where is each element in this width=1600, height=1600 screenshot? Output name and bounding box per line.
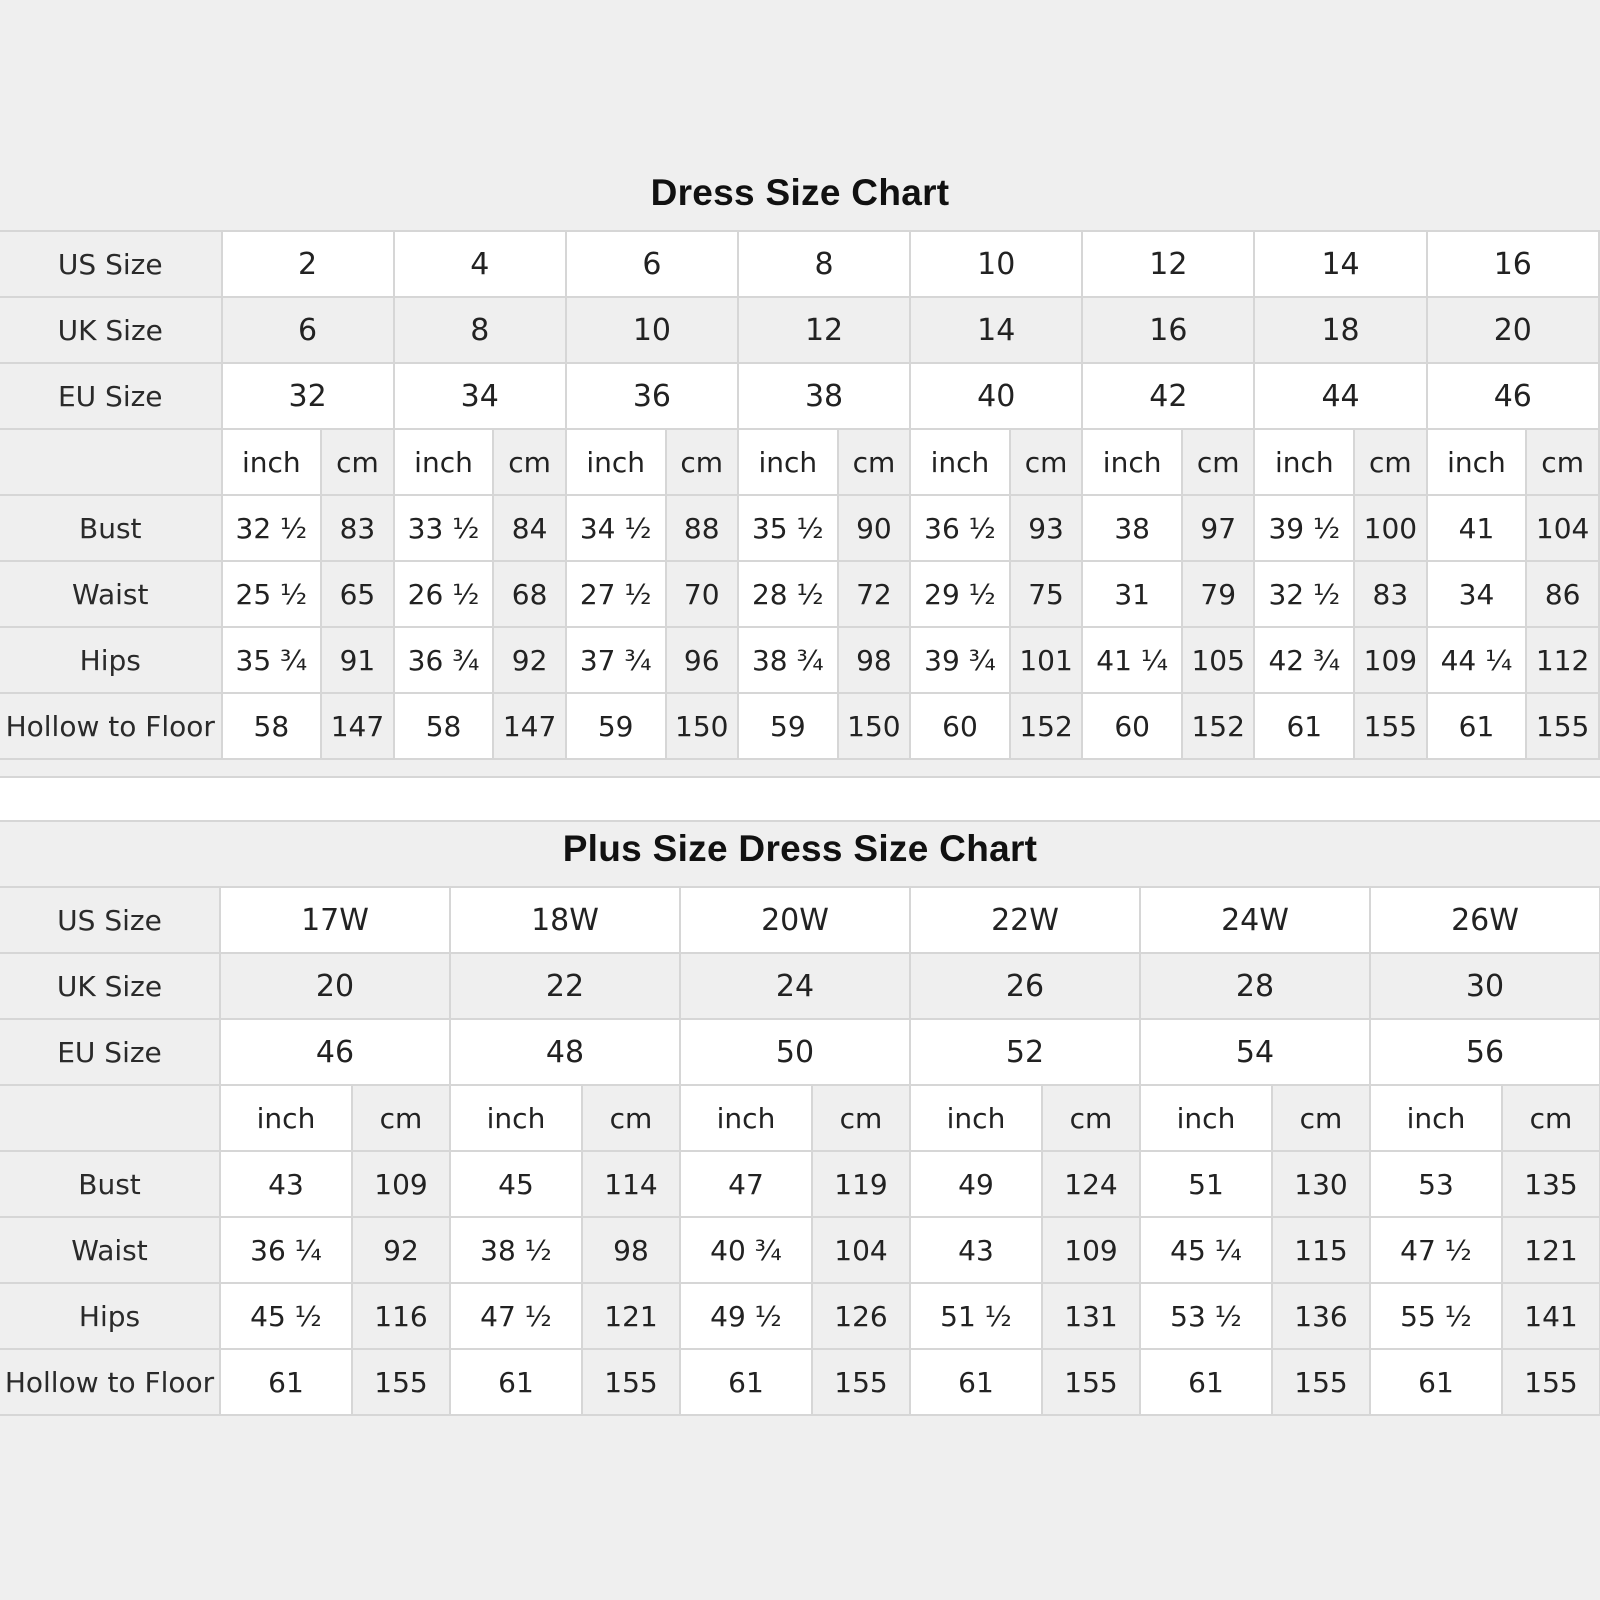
unit-inch-cell: inch: [680, 1085, 812, 1151]
unit-cm-cell: cm: [1502, 1085, 1600, 1151]
uk-size-cell: 20: [220, 953, 450, 1019]
bust-cm-cell: 130: [1272, 1151, 1370, 1217]
bust-inch-cell: 35 ½: [738, 495, 838, 561]
bust-cm-cell: 135: [1502, 1151, 1600, 1217]
unit-inch-cell: inch: [910, 429, 1010, 495]
hollow-inch-cell: 61: [450, 1349, 582, 1415]
us-size-cell: 20W: [680, 887, 910, 953]
unit-cm-cell: cm: [1526, 429, 1599, 495]
bust-inch-cell: 43: [220, 1151, 352, 1217]
waist-inch-cell: 47 ½: [1370, 1217, 1502, 1283]
unit-inch-cell: inch: [222, 429, 322, 495]
hips-inch-cell: 38 ¾: [738, 627, 838, 693]
hips-cm-cell: 121: [582, 1283, 680, 1349]
hollow-cm-cell: 155: [1272, 1349, 1370, 1415]
hollow-label: Hollow to Floor: [0, 693, 222, 759]
eu-size-cell: 38: [738, 363, 910, 429]
waist-inch-cell: 29 ½: [910, 561, 1010, 627]
bust-inch-cell: 49: [910, 1151, 1042, 1217]
table-row: [0, 887, 1600, 953]
table-row: [0, 561, 1599, 627]
unit-cm-cell: cm: [582, 1085, 680, 1151]
eu-size-cell: 46: [1427, 363, 1599, 429]
hollow-cm-cell: 155: [1502, 1349, 1600, 1415]
waist-inch-cell: 32 ½: [1254, 561, 1354, 627]
table-row: [0, 627, 1599, 693]
eu-size-cell: 56: [1370, 1019, 1600, 1085]
unit-cm-cell: cm: [1272, 1085, 1370, 1151]
eu-size-cell: 34: [394, 363, 566, 429]
hollow-inch-cell: 59: [566, 693, 666, 759]
unit-cm-cell: cm: [1042, 1085, 1140, 1151]
hollow-cm-cell: 155: [582, 1349, 680, 1415]
hollow-inch-cell: 61: [1370, 1349, 1502, 1415]
hollow-cm-cell: 152: [1010, 693, 1082, 759]
bust-inch-cell: 47: [680, 1151, 812, 1217]
bust-cm-cell: 109: [352, 1151, 450, 1217]
table-row: [0, 693, 1599, 759]
hollow-inch-cell: 60: [910, 693, 1010, 759]
hollow-cm-cell: 155: [352, 1349, 450, 1415]
hips-cm-cell: 126: [812, 1283, 910, 1349]
hollow-cm-cell: 155: [1354, 693, 1426, 759]
waist-cm-cell: 65: [321, 561, 393, 627]
unit-inch-cell: inch: [1140, 1085, 1272, 1151]
uk-size-cell: 8: [394, 297, 566, 363]
unit-cm-cell: cm: [1010, 429, 1082, 495]
hips-inch-cell: 37 ¾: [566, 627, 666, 693]
hollow-cm-cell: 155: [1042, 1349, 1140, 1415]
waist-inch-cell: 34: [1427, 561, 1527, 627]
dress-size-chart-section: [0, 166, 1600, 760]
waist-inch-cell: 27 ½: [566, 561, 666, 627]
hips-cm-cell: 96: [666, 627, 738, 693]
hips-inch-cell: 35 ¾: [222, 627, 322, 693]
waist-cm-cell: 104: [812, 1217, 910, 1283]
bust-inch-cell: 34 ½: [566, 495, 666, 561]
uk-size-label: UK Size: [0, 297, 222, 363]
bust-cm-cell: 90: [838, 495, 910, 561]
uk-size-cell: 24: [680, 953, 910, 1019]
hips-inch-cell: 44 ¼: [1427, 627, 1527, 693]
eu-size-cell: 36: [566, 363, 738, 429]
hips-cm-cell: 131: [1042, 1283, 1140, 1349]
hips-cm-cell: 92: [493, 627, 565, 693]
hips-cm-cell: 91: [321, 627, 393, 693]
unit-inch-cell: inch: [1254, 429, 1354, 495]
unit-inch-cell: inch: [1427, 429, 1527, 495]
hollow-cm-cell: 155: [812, 1349, 910, 1415]
us-size-cell: 24W: [1140, 887, 1370, 953]
waist-cm-cell: 68: [493, 561, 565, 627]
us-size-cell: 8: [738, 231, 910, 297]
hollow-inch-cell: 58: [394, 693, 494, 759]
waist-label: Waist: [0, 1217, 220, 1283]
eu-size-cell: 54: [1140, 1019, 1370, 1085]
hips-cm-cell: 116: [352, 1283, 450, 1349]
uk-size-cell: 22: [450, 953, 680, 1019]
uk-size-cell: 26: [910, 953, 1140, 1019]
table-row: [0, 953, 1600, 1019]
hips-cm-cell: 105: [1182, 627, 1254, 693]
us-size-cell: 18W: [450, 887, 680, 953]
hips-inch-cell: 49 ½: [680, 1283, 812, 1349]
hips-inch-cell: 39 ¾: [910, 627, 1010, 693]
bust-inch-cell: 41: [1427, 495, 1527, 561]
hips-inch-cell: 53 ½: [1140, 1283, 1272, 1349]
hips-label: Hips: [0, 627, 222, 693]
bust-inch-cell: 53: [1370, 1151, 1502, 1217]
waist-cm-cell: 121: [1502, 1217, 1600, 1283]
waist-inch-cell: 28 ½: [738, 561, 838, 627]
uk-size-cell: 30: [1370, 953, 1600, 1019]
unit-inch-cell: inch: [394, 429, 494, 495]
unit-cm-cell: cm: [812, 1085, 910, 1151]
uk-size-cell: 14: [910, 297, 1082, 363]
us-size-label: US Size: [0, 887, 220, 953]
eu-size-cell: 44: [1254, 363, 1426, 429]
unit-inch-cell: inch: [738, 429, 838, 495]
bust-cm-cell: 97: [1182, 495, 1254, 561]
hips-cm-cell: 101: [1010, 627, 1082, 693]
hips-inch-cell: 51 ½: [910, 1283, 1042, 1349]
unit-inch-cell: inch: [220, 1085, 352, 1151]
hollow-cm-cell: 147: [321, 693, 393, 759]
table-row: [0, 297, 1599, 363]
eu-size-cell: 46: [220, 1019, 450, 1085]
eu-size-cell: 50: [680, 1019, 910, 1085]
uk-size-cell: 28: [1140, 953, 1370, 1019]
hollow-cm-cell: 152: [1182, 693, 1254, 759]
plus-size-chart-section: [0, 822, 1600, 1416]
table-row: [0, 1151, 1600, 1217]
hollow-cm-cell: 150: [666, 693, 738, 759]
us-size-label: US Size: [0, 231, 222, 297]
eu-size-cell: 48: [450, 1019, 680, 1085]
waist-inch-cell: 38 ½: [450, 1217, 582, 1283]
us-size-cell: 2: [222, 231, 394, 297]
waist-inch-cell: 36 ¼: [220, 1217, 352, 1283]
hips-inch-cell: 55 ½: [1370, 1283, 1502, 1349]
hips-inch-cell: 45 ½: [220, 1283, 352, 1349]
hollow-label: Hollow to Floor: [0, 1349, 220, 1415]
bust-inch-cell: 38: [1082, 495, 1182, 561]
section-divider: [0, 776, 1600, 822]
us-size-cell: 22W: [910, 887, 1140, 953]
plus-size-table: [0, 886, 1600, 1416]
unit-cm-cell: cm: [321, 429, 393, 495]
waist-inch-cell: 45 ¼: [1140, 1217, 1272, 1283]
unit-cm-cell: cm: [1354, 429, 1426, 495]
bust-cm-cell: 104: [1526, 495, 1599, 561]
waist-cm-cell: 109: [1042, 1217, 1140, 1283]
unit-inch-cell: inch: [1370, 1085, 1502, 1151]
unit-inch-cell: inch: [1082, 429, 1182, 495]
bust-cm-cell: 88: [666, 495, 738, 561]
uk-size-cell: 10: [566, 297, 738, 363]
table-row: [0, 495, 1599, 561]
hips-inch-cell: 36 ¾: [394, 627, 494, 693]
us-size-cell: 14: [1254, 231, 1426, 297]
uk-size-cell: 6: [222, 297, 394, 363]
hollow-inch-cell: 61: [220, 1349, 352, 1415]
waist-cm-cell: 79: [1182, 561, 1254, 627]
uk-size-cell: 18: [1254, 297, 1426, 363]
waist-inch-cell: 31: [1082, 561, 1182, 627]
hips-cm-cell: 112: [1526, 627, 1599, 693]
hips-label: Hips: [0, 1283, 220, 1349]
unit-inch-cell: inch: [910, 1085, 1042, 1151]
bust-inch-cell: 51: [1140, 1151, 1272, 1217]
waist-inch-cell: 26 ½: [394, 561, 494, 627]
waist-cm-cell: 72: [838, 561, 910, 627]
eu-size-cell: 52: [910, 1019, 1140, 1085]
waist-cm-cell: 70: [666, 561, 738, 627]
bust-cm-cell: 84: [493, 495, 565, 561]
hollow-cm-cell: 147: [493, 693, 565, 759]
eu-size-cell: 32: [222, 363, 394, 429]
us-size-cell: 16: [1427, 231, 1599, 297]
hips-inch-cell: 47 ½: [450, 1283, 582, 1349]
eu-size-label: EU Size: [0, 1019, 220, 1085]
us-size-cell: 26W: [1370, 887, 1600, 953]
us-size-cell: 4: [394, 231, 566, 297]
waist-cm-cell: 83: [1354, 561, 1426, 627]
plus-size-chart-title: Plus Size Dress Size Chart: [562, 828, 1038, 869]
us-size-cell: 17W: [220, 887, 450, 953]
us-size-cell: 10: [910, 231, 1082, 297]
bust-cm-cell: 119: [812, 1151, 910, 1217]
bust-cm-cell: 83: [321, 495, 393, 561]
table-row: [0, 363, 1599, 429]
hips-inch-cell: 41 ¼: [1082, 627, 1182, 693]
uk-size-cell: 12: [738, 297, 910, 363]
bust-inch-cell: 36 ½: [910, 495, 1010, 561]
hollow-inch-cell: 60: [1082, 693, 1182, 759]
uk-size-cell: 20: [1427, 297, 1599, 363]
hips-inch-cell: 42 ¾: [1254, 627, 1354, 693]
hollow-inch-cell: 61: [1427, 693, 1527, 759]
unit-inch-cell: inch: [566, 429, 666, 495]
bust-inch-cell: 39 ½: [1254, 495, 1354, 561]
bust-label: Bust: [0, 495, 222, 561]
eu-size-cell: 42: [1082, 363, 1254, 429]
unit-cm-cell: cm: [1182, 429, 1254, 495]
hollow-inch-cell: 61: [1140, 1349, 1272, 1415]
waist-cm-cell: 92: [352, 1217, 450, 1283]
eu-size-label: EU Size: [0, 363, 222, 429]
unit-cm-cell: cm: [666, 429, 738, 495]
unit-cm-cell: cm: [838, 429, 910, 495]
bust-cm-cell: 124: [1042, 1151, 1140, 1217]
uk-size-cell: 16: [1082, 297, 1254, 363]
table-row: [0, 231, 1599, 297]
unit-row-label: [0, 429, 222, 495]
bust-label: Bust: [0, 1151, 220, 1217]
hollow-inch-cell: 59: [738, 693, 838, 759]
dress-size-chart-title: Dress Size Chart: [650, 172, 950, 213]
table-row: [0, 1217, 1600, 1283]
waist-cm-cell: 115: [1272, 1217, 1370, 1283]
table-row: [0, 1019, 1600, 1085]
hollow-cm-cell: 150: [838, 693, 910, 759]
waist-label: Waist: [0, 561, 222, 627]
hollow-inch-cell: 61: [680, 1349, 812, 1415]
unit-cm-cell: cm: [493, 429, 565, 495]
table-row: [0, 429, 1599, 495]
table-row: [0, 1085, 1600, 1151]
waist-cm-cell: 75: [1010, 561, 1082, 627]
bust-inch-cell: 45: [450, 1151, 582, 1217]
waist-inch-cell: 25 ½: [222, 561, 322, 627]
eu-size-cell: 40: [910, 363, 1082, 429]
dress-size-table: [0, 230, 1600, 760]
us-size-cell: 12: [1082, 231, 1254, 297]
waist-inch-cell: 43: [910, 1217, 1042, 1283]
us-size-cell: 6: [566, 231, 738, 297]
unit-row-label: [0, 1085, 220, 1151]
bust-inch-cell: 32 ½: [222, 495, 322, 561]
hollow-inch-cell: 61: [1254, 693, 1354, 759]
unit-inch-cell: inch: [450, 1085, 582, 1151]
table-row: [0, 1349, 1600, 1415]
waist-cm-cell: 98: [582, 1217, 680, 1283]
hollow-cm-cell: 155: [1526, 693, 1599, 759]
uk-size-label: UK Size: [0, 953, 220, 1019]
bust-inch-cell: 33 ½: [394, 495, 494, 561]
waist-cm-cell: 86: [1526, 561, 1599, 627]
hips-cm-cell: 136: [1272, 1283, 1370, 1349]
bust-cm-cell: 114: [582, 1151, 680, 1217]
hollow-inch-cell: 61: [910, 1349, 1042, 1415]
waist-inch-cell: 40 ¾: [680, 1217, 812, 1283]
hips-cm-cell: 141: [1502, 1283, 1600, 1349]
hips-cm-cell: 98: [838, 627, 910, 693]
unit-cm-cell: cm: [352, 1085, 450, 1151]
hips-cm-cell: 109: [1354, 627, 1426, 693]
hollow-inch-cell: 58: [222, 693, 322, 759]
bust-cm-cell: 100: [1354, 495, 1426, 561]
bust-cm-cell: 93: [1010, 495, 1082, 561]
table-row: [0, 1283, 1600, 1349]
